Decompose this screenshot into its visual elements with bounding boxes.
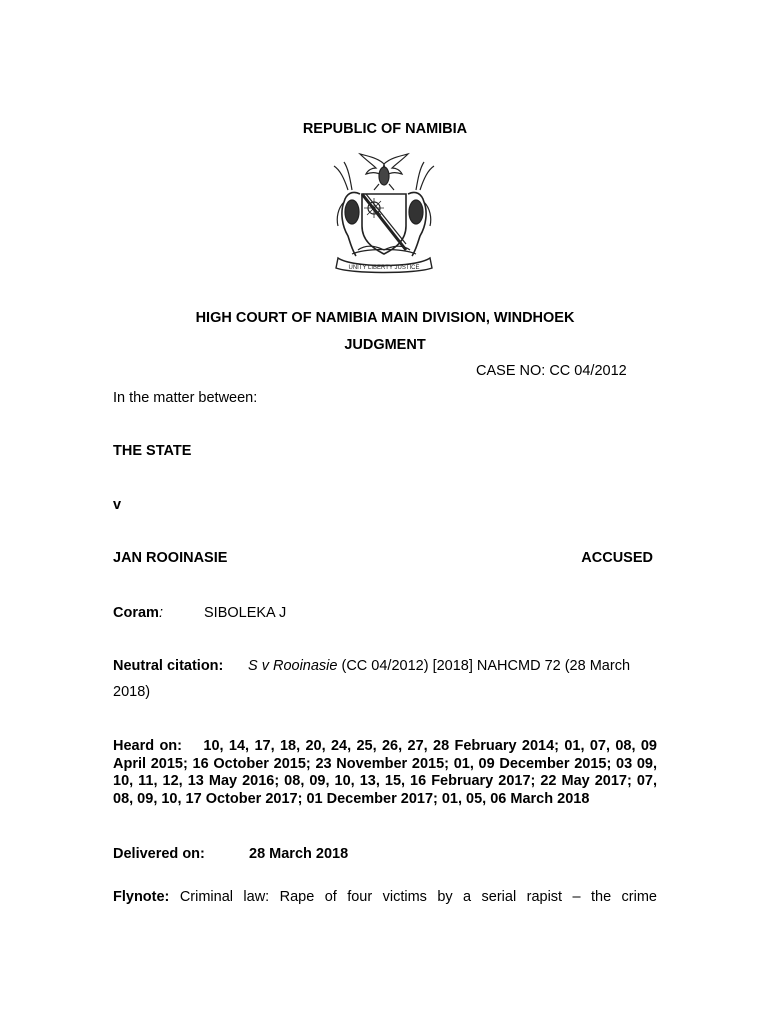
country-title: REPUBLIC OF NAMIBIA bbox=[302, 121, 468, 137]
citation-continuation: 2018) bbox=[113, 684, 151, 700]
coram-label: Coram: bbox=[113, 605, 163, 621]
delivered-label: Delivered on: bbox=[113, 846, 205, 862]
case-number: CASE NO: CC 04/2012 bbox=[476, 363, 627, 379]
court-name: HIGH COURT OF NAMIBIA MAIN DIVISION, WINDHOEK bbox=[195, 310, 575, 326]
accused-name: JAN ROOINASIE bbox=[113, 550, 228, 566]
judgment-title: JUDGMENT bbox=[344, 337, 426, 353]
citation-label: Neutral citation: bbox=[113, 658, 224, 674]
flynote-paragraph: Flynote: Criminal law: Rape of four victims by a serial rapist – the crime bbox=[113, 889, 657, 905]
coram-value: SIBOLEKA J bbox=[204, 605, 287, 621]
accused-role: ACCUSED bbox=[581, 550, 653, 566]
citation-value: S v Rooinasie (CC 04/2012) [2018] NAHCMD 72 (28 March bbox=[248, 658, 631, 674]
svg-text:UNITY LIBERTY JUSTICE: UNITY LIBERTY JUSTICE bbox=[348, 265, 420, 271]
delivered-date: 28 March 2018 bbox=[249, 846, 349, 862]
versus-marker: v bbox=[113, 497, 122, 513]
matter-intro: In the matter between: bbox=[113, 390, 258, 406]
coat-of-arms-emblem bbox=[322, 150, 446, 276]
heard-on-paragraph: Heard on: 10, 14, 17, 18, 20, 24, 25, 26, 27, 28 February 2014; 01, 07, 08, 09 April 2015; 16 October 2015; 23 November 2015; 01, 09 December 2015; 03 09, 10, 11, 12, 13 May 2016; 08, 09, 10, 13, 15, 16 February 2017; 22 May 2017; 07, 08, 09, 10, 17 October 2017; 01 December 2017; 01, 05, 06 March 2018 bbox=[113, 738, 657, 808]
plaintiff-name: THE STATE bbox=[113, 443, 192, 459]
